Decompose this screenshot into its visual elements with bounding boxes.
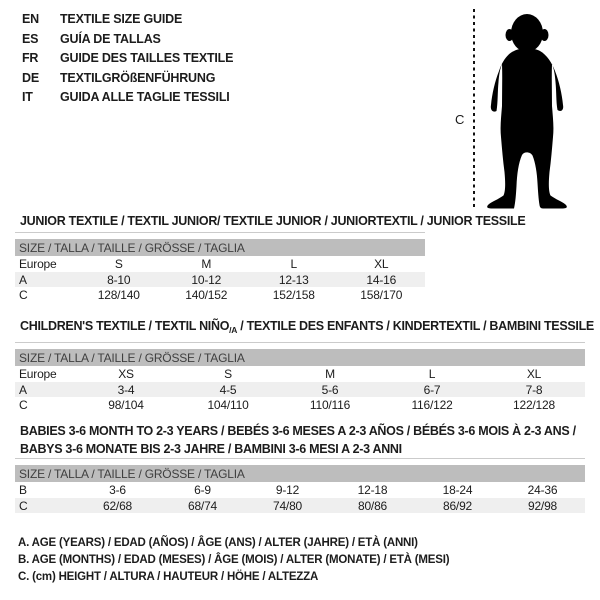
row-label: A	[19, 272, 27, 287]
table-row	[15, 397, 585, 413]
heading-text: / TEXTILE DES ENFANTS / KINDERTEXTIL / BAMBINI TESSILE	[237, 319, 594, 333]
table-row	[15, 498, 585, 514]
size-cell: 4-5	[219, 382, 237, 397]
size-cell: 128/140	[97, 288, 140, 303]
language-title: GUIDE DES TAILLES TEXTILE	[60, 51, 234, 65]
footnote-b: B. AGE (MONTHS) / EDAD (MESES) / ÂGE (MOIS) / ALTER (MONATE) / ETÀ (MESI)	[18, 554, 450, 566]
height-measure-figure	[452, 6, 584, 212]
language-row-es	[22, 30, 233, 50]
language-title: TEXTILGRÖßENFÜHRUNG	[60, 70, 216, 85]
size-cell: 152/158	[272, 288, 315, 303]
size-cell: 10-12	[191, 272, 222, 287]
size-cell: 92/98	[527, 498, 558, 513]
junior-size-table	[15, 232, 425, 303]
children-section-heading	[20, 319, 594, 335]
size-cell: S	[224, 366, 232, 381]
size-cell: 80/86	[357, 498, 388, 513]
size-cell: XL	[526, 366, 542, 381]
measure-c-label: C	[455, 112, 465, 127]
row-label: C	[19, 398, 28, 413]
row-label: C	[19, 288, 28, 303]
size-cell: 110/116	[309, 398, 351, 413]
size-cell: L	[290, 256, 297, 271]
language-row-fr	[22, 49, 233, 69]
footnote-c: C. (cm) HEIGHT / ALTURA / HAUTEUR / HÖHE / ALTEZZA	[18, 571, 319, 583]
size-cell: 3-6	[109, 482, 126, 497]
toddler-silhouette-icon	[452, 6, 584, 212]
size-cell: 6-9	[194, 482, 211, 497]
size-cell: 68/74	[187, 498, 218, 513]
heading-text: CHILDREN'S TEXTILE / TEXTIL NIÑO	[20, 319, 230, 333]
size-cell: 6-7	[423, 382, 441, 397]
table-row	[15, 272, 425, 288]
table-top-divider	[15, 458, 585, 459]
table-top-divider	[15, 342, 585, 343]
language-code: IT	[22, 90, 33, 104]
language-code: DE	[22, 70, 39, 85]
size-header-bar: SIZE / TALLA / TAILLE / GRÖSSE / TAGLIA	[15, 239, 425, 256]
size-header-bar: SIZE / TALLA / TAILLE / GRÖSSE / TAGLIA	[15, 349, 585, 366]
row-label: Europe	[19, 256, 57, 271]
language-title: TEXTILE SIZE GUIDE	[60, 12, 183, 26]
size-cell: 24-36	[527, 482, 558, 497]
babies-section-heading	[20, 423, 576, 458]
size-cell: 62/68	[102, 498, 133, 513]
table-row	[15, 256, 425, 272]
size-cell: 140/152	[185, 288, 228, 303]
language-code: ES	[22, 31, 39, 46]
size-cell: 74/80	[272, 498, 303, 513]
size-cell: 98/104	[108, 398, 144, 413]
size-cell: 9-12	[275, 482, 300, 497]
toddler-body	[487, 14, 567, 209]
babies-size-table	[15, 458, 585, 513]
size-cell: L	[428, 366, 436, 381]
size-cell: M	[325, 366, 335, 381]
language-row-it	[22, 88, 233, 108]
language-guide-list	[22, 10, 233, 108]
size-cell: 8-10	[107, 272, 131, 287]
row-label: B	[19, 482, 27, 497]
heading-subscript: /A	[229, 325, 238, 335]
junior-section-heading: JUNIOR TEXTILE / TEXTIL JUNIOR/ TEXTILE JUNIOR / JUNIORTEXTIL / JUNIOR TESSILE	[20, 214, 526, 228]
language-row-en	[22, 10, 233, 30]
heading-line-2: BABYS 3-6 MONATE BIS 2-3 JAHRE / BAMBINI 3-6 MESI A 2-3 ANNI	[20, 441, 402, 456]
size-cell: 7-8	[525, 382, 543, 397]
size-cell: 12-13	[278, 272, 309, 287]
table-row	[15, 366, 585, 382]
row-label: Europe	[19, 366, 57, 381]
size-cell: 18-24	[442, 482, 473, 497]
size-cell: 122/128	[513, 398, 555, 413]
language-title: GUÍA DE TALLAS	[60, 31, 161, 46]
size-cell: S	[114, 256, 123, 271]
language-code: EN	[22, 12, 39, 26]
children-size-table	[15, 342, 585, 413]
size-cell: 5-6	[321, 382, 339, 397]
table-row	[15, 382, 585, 398]
table-row	[15, 287, 425, 303]
size-cell: XL	[374, 256, 389, 271]
language-row-de	[22, 69, 233, 89]
size-cell: 158/170	[360, 288, 403, 303]
footnote-a: A. AGE (YEARS) / EDAD (AÑOS) / ÂGE (ANS) / ALTER (JAHRE) / ETÀ (ANNI)	[18, 537, 418, 549]
size-cell: 12-18	[357, 482, 388, 497]
size-cell: 14-16	[366, 272, 397, 287]
size-cell: XS	[118, 366, 134, 381]
language-title: GUIDA ALLE TAGLIE TESSILI	[60, 90, 230, 104]
size-cell: M	[201, 256, 212, 271]
table-top-divider	[15, 232, 425, 233]
size-cell: 86/92	[442, 498, 473, 513]
size-cell: 3-4	[117, 382, 135, 397]
language-code: FR	[22, 51, 39, 65]
row-label: A	[19, 382, 27, 397]
size-cell: 104/110	[207, 398, 249, 413]
row-label: C	[19, 498, 28, 513]
table-row	[15, 482, 585, 498]
size-cell: 116/122	[411, 398, 453, 413]
heading-line-1: BABIES 3-6 MONTH TO 2-3 YEARS / BEBÉS 3-6 MESES A 2-3 AÑOS / BÉBÉS 3-6 MOIS À 2-3 ANS /	[20, 424, 576, 438]
size-header-bar: SIZE / TALLA / TAILLE / GRÖSSE / TAGLIA	[15, 465, 585, 482]
